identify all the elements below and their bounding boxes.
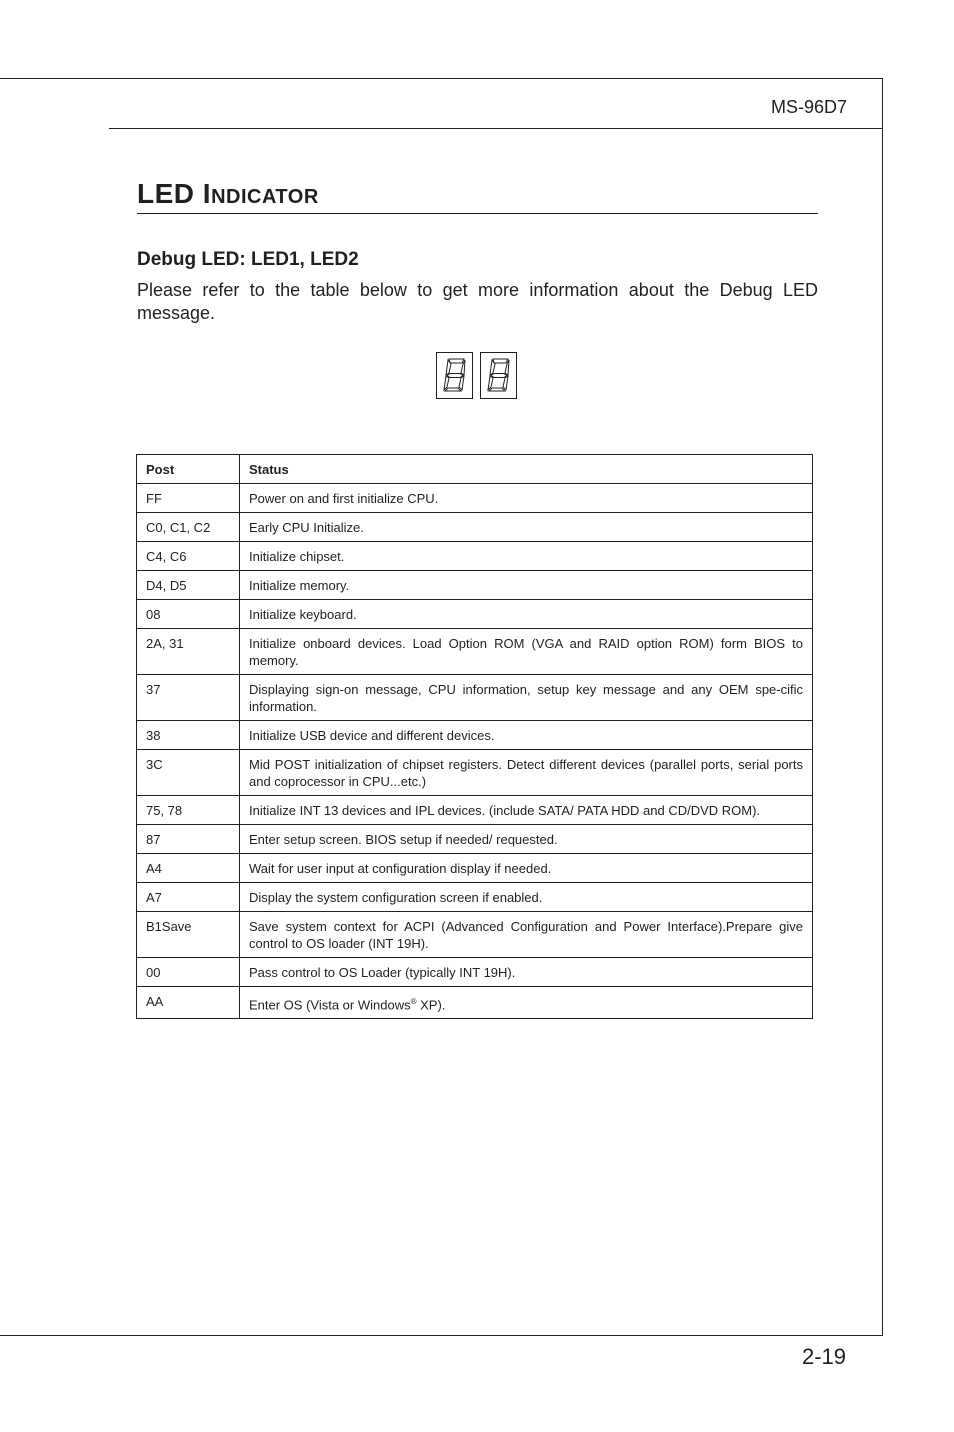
status-description: Mid POST initialization of chipset registers. Detect different devices (parallel ports, serial ports and coprocessor in CPU...etc.) xyxy=(240,750,813,796)
post-code: 38 xyxy=(137,721,240,750)
status-description: Enter setup screen. BIOS setup if needed/ requested. xyxy=(240,825,813,854)
table-row xyxy=(137,675,813,721)
post-code: AA xyxy=(137,987,240,1019)
table-row xyxy=(137,600,813,629)
status-description: Pass control to OS Loader (typically INT 19H). xyxy=(240,958,813,987)
post-code: D4, D5 xyxy=(137,571,240,600)
status-description: Early CPU Initialize. xyxy=(240,513,813,542)
status-description: Initialize keyboard. xyxy=(240,600,813,629)
post-code-table xyxy=(136,454,813,1019)
table-row xyxy=(137,883,813,912)
intro-paragraph: Please refer to the table below to get more information about the Debug LED message. xyxy=(137,280,818,323)
post-code: 08 xyxy=(137,600,240,629)
table-row xyxy=(137,629,813,675)
status-description: Enter OS (Vista or Windows® XP). xyxy=(240,987,813,1019)
table-row xyxy=(137,796,813,825)
table-row xyxy=(137,484,813,513)
post-code: C4, C6 xyxy=(137,542,240,571)
post-code: 3C xyxy=(137,750,240,796)
status-description: Display the system configuration screen if enabled. xyxy=(240,883,813,912)
footer-rule xyxy=(0,1335,883,1336)
post-code: C0, C1, C2 xyxy=(137,513,240,542)
status-description: Wait for user input at configuration display if needed. xyxy=(240,854,813,883)
status-description: Initialize INT 13 devices and IPL devices. (include SATA/ PATA HDD and CD/DVD ROM). xyxy=(240,796,813,825)
led1-seven-segment-icon xyxy=(436,352,473,399)
table-row xyxy=(137,750,813,796)
table-header-row xyxy=(137,455,813,484)
column-header-post: Post xyxy=(137,455,240,484)
table-row xyxy=(137,825,813,854)
column-header-status: Status xyxy=(240,455,813,484)
status-description: Initialize chipset. xyxy=(240,542,813,571)
status-description: Power on and first initialize CPU. xyxy=(240,484,813,513)
status-description: Initialize onboard devices. Load Option ROM (VGA and RAID option ROM) form BIOS to memory. xyxy=(240,629,813,675)
post-code: 2A, 31 xyxy=(137,629,240,675)
post-code: 87 xyxy=(137,825,240,854)
section-title-underline xyxy=(137,213,818,214)
header-top-rule xyxy=(0,78,883,79)
table-row xyxy=(137,542,813,571)
subsection-title: Debug LED: LED1, LED2 xyxy=(137,249,359,270)
post-code: A7 xyxy=(137,883,240,912)
post-code: FF xyxy=(137,484,240,513)
table-row xyxy=(137,571,813,600)
page-right-rule xyxy=(882,78,883,1336)
seven-segment-icon xyxy=(437,353,472,398)
post-code: A4 xyxy=(137,854,240,883)
post-code: 00 xyxy=(137,958,240,987)
post-code: 37 xyxy=(137,675,240,721)
table-row xyxy=(137,721,813,750)
header-bottom-rule xyxy=(109,128,883,129)
post-code: B1Save xyxy=(137,912,240,958)
status-description: Initialize memory. xyxy=(240,571,813,600)
table-row xyxy=(137,987,813,1019)
page-number: 2-19 xyxy=(801,1344,846,1369)
section-title: LED Indicator xyxy=(137,178,319,209)
table-row xyxy=(137,854,813,883)
status-description: Displaying sign-on message, CPU information, setup key message and any OEM spe-cific information. xyxy=(240,675,813,721)
table-row xyxy=(137,912,813,958)
model-number: MS-96D7 xyxy=(770,97,847,117)
status-description: Save system context for ACPI (Advanced Configuration and Power Interface).Prepare give control to OS loader (INT 19H). xyxy=(240,912,813,958)
table-row xyxy=(137,958,813,987)
table-row xyxy=(137,513,813,542)
status-description: Initialize USB device and different devices. xyxy=(240,721,813,750)
seven-segment-icon xyxy=(481,353,516,398)
registered-mark: ® xyxy=(410,997,417,1006)
post-code: 75, 78 xyxy=(137,796,240,825)
led2-seven-segment-icon xyxy=(480,352,517,399)
